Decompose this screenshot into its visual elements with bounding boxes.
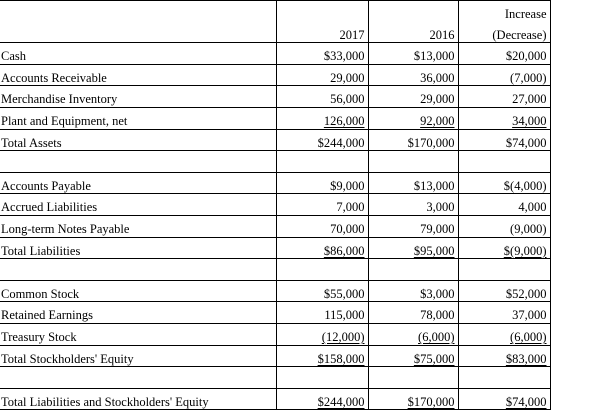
value-2016: 79,000 [368,215,458,237]
header-row-1 [0,1,550,22]
value-2016: $170,000 [368,129,458,151]
table-row [0,64,550,86]
total-row [0,129,550,151]
value-2017: $9,000 [276,172,368,194]
value-change: $(4,000) [458,172,550,194]
value-2017: $244,000 [276,129,368,151]
underlined-value: 34,000 [512,114,547,129]
value-change [458,388,550,410]
value-2016: 29,000 [368,86,458,108]
underlined-value: $95,000 [413,243,455,258]
value-2017 [276,107,368,129]
value-change: $74,000 [458,129,550,151]
value-2016 [368,345,458,367]
value-change [458,107,550,129]
table-row [0,215,550,237]
value-change: $20,000 [458,43,550,65]
header-decrease: (Decrease) [458,22,550,43]
underlined-value: $75,000 [413,351,455,366]
header-increase: Increase [458,1,550,22]
table-row [0,323,550,345]
spacer-cell [368,367,458,389]
value-2016 [368,107,458,129]
underlined-value: $86,000 [323,243,365,258]
table-row [0,172,550,194]
value-2016: 78,000 [368,302,458,324]
value-2016: $13,000 [368,43,458,65]
underlined-value: (12,000) [321,330,365,344]
total-row [0,237,550,259]
value-2016 [368,323,458,345]
spacer-row [0,367,550,389]
spacer-cell [276,259,368,281]
value-change: 27,000 [458,86,550,108]
row-label: Accounts Payable [0,172,276,194]
value-change [458,237,550,259]
table-row [0,302,550,324]
row-label: Plant and Equipment, net [0,107,276,129]
value-2017: $33,000 [276,43,368,65]
underlined-value: $170,000 [407,394,455,409]
value-change: (7,000) [458,64,550,86]
row-label: Treasury Stock [0,323,276,345]
row-label: Total Liabilities [0,237,276,259]
value-2016: $13,000 [368,172,458,194]
underlined-value: $158,000 [317,351,365,366]
value-change: $52,000 [458,280,550,302]
spacer-cell [368,259,458,281]
underlined-value: $244,000 [317,394,365,409]
row-label: Merchandise Inventory [0,86,276,108]
value-2017 [276,323,368,345]
table-row [0,86,550,108]
spacer-row [0,151,550,173]
value-change [458,345,550,367]
row-label: Accrued Liabilities [0,194,276,216]
underlined-value: $83,000 [505,351,547,366]
row-label: Cash [0,43,276,65]
value-2017 [276,237,368,259]
value-2017: $55,000 [276,280,368,302]
value-2016: $3,000 [368,280,458,302]
header-row-2 [0,22,550,43]
row-label: Long-term Notes Payable [0,215,276,237]
row-label: Accounts Receivable [0,64,276,86]
header-2017: 2017 [276,22,368,43]
value-2016: 3,000 [368,194,458,216]
value-2017 [276,388,368,410]
underlined-value: (6,000) [418,330,455,344]
row-label: Common Stock [0,280,276,302]
header-blank [276,1,368,22]
value-change [458,323,550,345]
spacer-cell [458,367,550,389]
value-2017: 70,000 [276,215,368,237]
value-change: 4,000 [458,194,550,216]
value-2016 [368,237,458,259]
value-2017: 115,000 [276,302,368,324]
table-row [0,43,550,65]
value-2016: 36,000 [368,64,458,86]
underlined-value: (6,000) [510,330,547,344]
table-row [0,194,550,216]
spacer-cell [458,151,550,173]
value-2017: 7,000 [276,194,368,216]
total-row [0,345,550,367]
row-label: Total Stockholders' Equity [0,345,276,367]
underlined-value: 92,000 [420,114,455,129]
underlined-value: $(9,000) [503,243,547,258]
row-label: Total Assets [0,129,276,151]
spacer-cell [276,151,368,173]
header-2016: 2016 [368,22,458,43]
grand-total-row [0,388,550,410]
spacer-row [0,259,550,281]
row-label: Total Liabilities and Stockholders' Equity [0,388,276,410]
header-blank [0,1,276,22]
spacer-cell [0,151,276,173]
header-blank [0,22,276,43]
table-row [0,280,550,302]
table-row [0,107,550,129]
spacer-cell [0,259,276,281]
spacer-cell [276,367,368,389]
value-2016 [368,388,458,410]
value-change: 37,000 [458,302,550,324]
spacer-cell [458,259,550,281]
value-2017: 56,000 [276,86,368,108]
row-label: Retained Earnings [0,302,276,324]
spacer-cell [0,367,276,389]
value-2017: 29,000 [276,64,368,86]
underlined-value: 126,000 [323,114,365,129]
header-blank [368,1,458,22]
underlined-value: $74,000 [505,394,547,409]
value-2017 [276,345,368,367]
value-change: (9,000) [458,215,550,237]
spacer-cell [368,151,458,173]
